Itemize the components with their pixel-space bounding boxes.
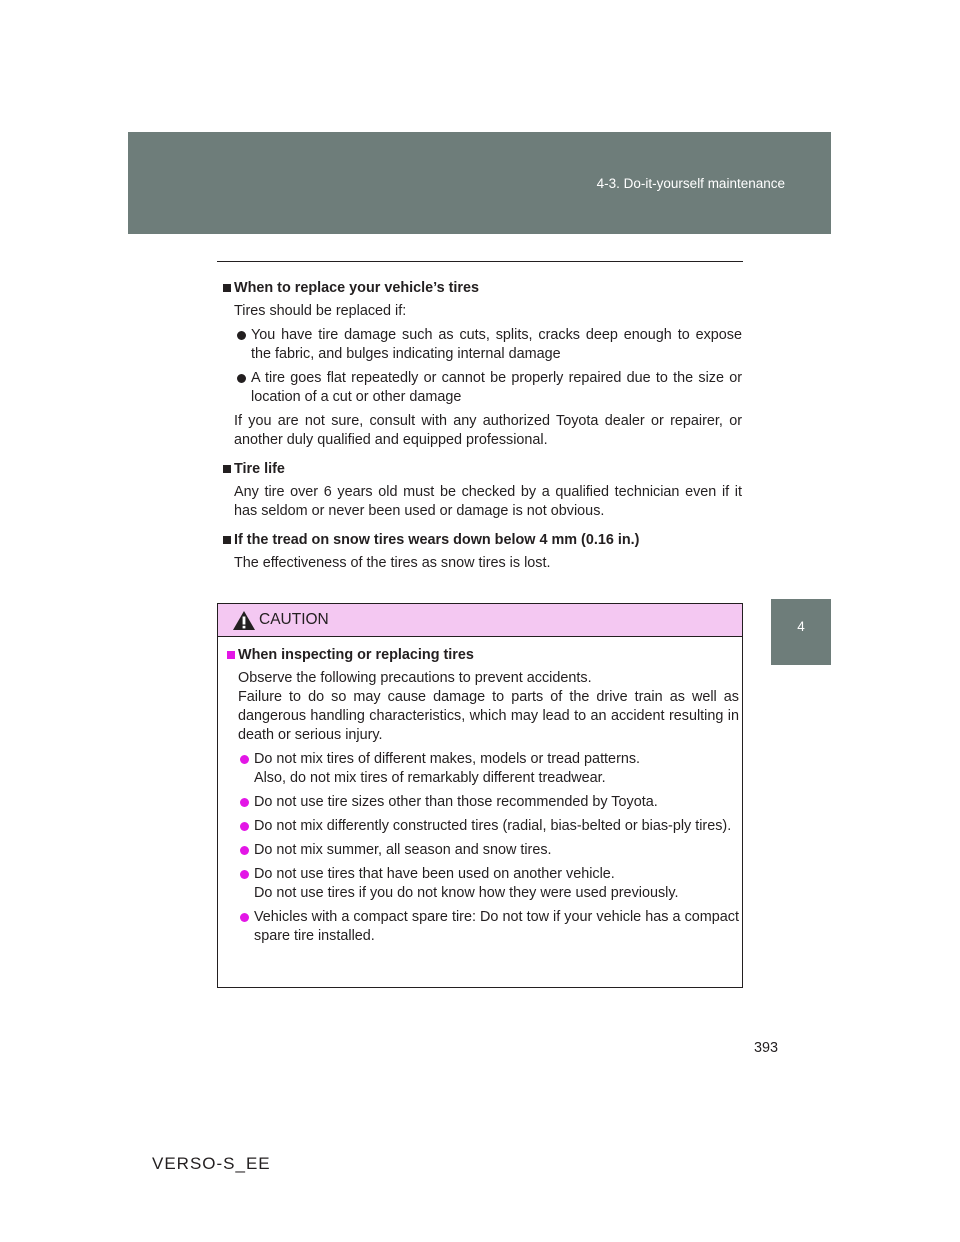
header-band xyxy=(128,132,831,234)
section-snow-tires xyxy=(217,531,742,573)
list-item-line: Vehicles with a compact spare tire: Do not tow if your vehicle has a compact spare tire installed. xyxy=(254,909,739,944)
warning-triangle-icon xyxy=(232,610,256,636)
section-text: Any tire over 6 years old must be checked by a qualified technician even if it has seldom or never been used or damage is not obvious. xyxy=(234,484,742,519)
list-item-line: Do not mix tires of different makes, models or tread patterns. xyxy=(254,751,641,767)
caution-heading: When inspecting or replacing tires xyxy=(218,646,740,665)
list-item-line: Do not use tires that have been used on another vehicle. xyxy=(254,866,615,882)
page-number: 393 xyxy=(754,1040,779,1056)
main-content xyxy=(217,279,742,578)
list-item xyxy=(218,865,740,903)
caution-header xyxy=(218,604,742,637)
list-item xyxy=(218,841,740,860)
top-divider xyxy=(217,261,743,262)
caution-intro-line: Observe the following precautions to prevent accidents. xyxy=(238,670,592,686)
list-item: You have tire damage such as cuts, splits, cracks deep enough to expose the fabric, and bulges indicating internal damage xyxy=(217,326,742,364)
caution-title: CAUTION xyxy=(259,611,329,628)
caution-body xyxy=(218,646,740,951)
section-text: The effectiveness of the tires as snow tires is lost. xyxy=(234,555,551,571)
section-title: 4-3. Do-it-yourself maintenance xyxy=(596,176,785,191)
list-item-line: Do not use tires if you do not know how they were used previously. xyxy=(254,885,679,901)
caution-box xyxy=(217,603,743,988)
list-item xyxy=(218,793,740,812)
document-code: VERSO-S_EE xyxy=(152,1154,271,1173)
list-item-line: Also, do not mix tires of remarkably different treadwear. xyxy=(254,770,606,786)
section-heading: When to replace your vehicle’s tires xyxy=(217,279,742,298)
section-tire-life xyxy=(217,460,742,521)
section-intro: Tires should be replaced if: xyxy=(234,303,407,319)
chapter-label: Maintenance and care xyxy=(793,665,809,799)
caution-intro xyxy=(218,669,740,745)
caution-intro-line: Failure to do so may cause damage to parts of the drive train as well as dangerous handling characteristics, which may lead to an accident resulting in death or serious injury. xyxy=(238,689,739,743)
section-replace-tires xyxy=(217,279,742,450)
section-heading: Tire life xyxy=(217,460,742,479)
list-item xyxy=(218,817,740,836)
list-item-line: Do not use tire sizes other than those recommended by Toyota. xyxy=(254,794,658,810)
chapter-number: 4 xyxy=(797,619,805,634)
section-heading: If the tread on snow tires wears down below 4 mm (0.16 in.) xyxy=(217,531,742,550)
section-outro: If you are not sure, consult with any authorized Toyota dealer or repairer, or another duly qualified and equipped professional. xyxy=(234,413,742,448)
list-item xyxy=(218,750,740,788)
list-item-line: Do not mix differently constructed tires (radial, bias-belted or bias-ply tires). xyxy=(254,818,732,834)
chapter-tab[interactable] xyxy=(771,599,831,665)
list-item xyxy=(218,908,740,946)
list-item-line: Do not mix summer, all season and snow tires. xyxy=(254,842,552,858)
list-item: A tire goes flat repeatedly or cannot be properly repaired due to the size or location of a cut or other damage xyxy=(217,369,742,407)
